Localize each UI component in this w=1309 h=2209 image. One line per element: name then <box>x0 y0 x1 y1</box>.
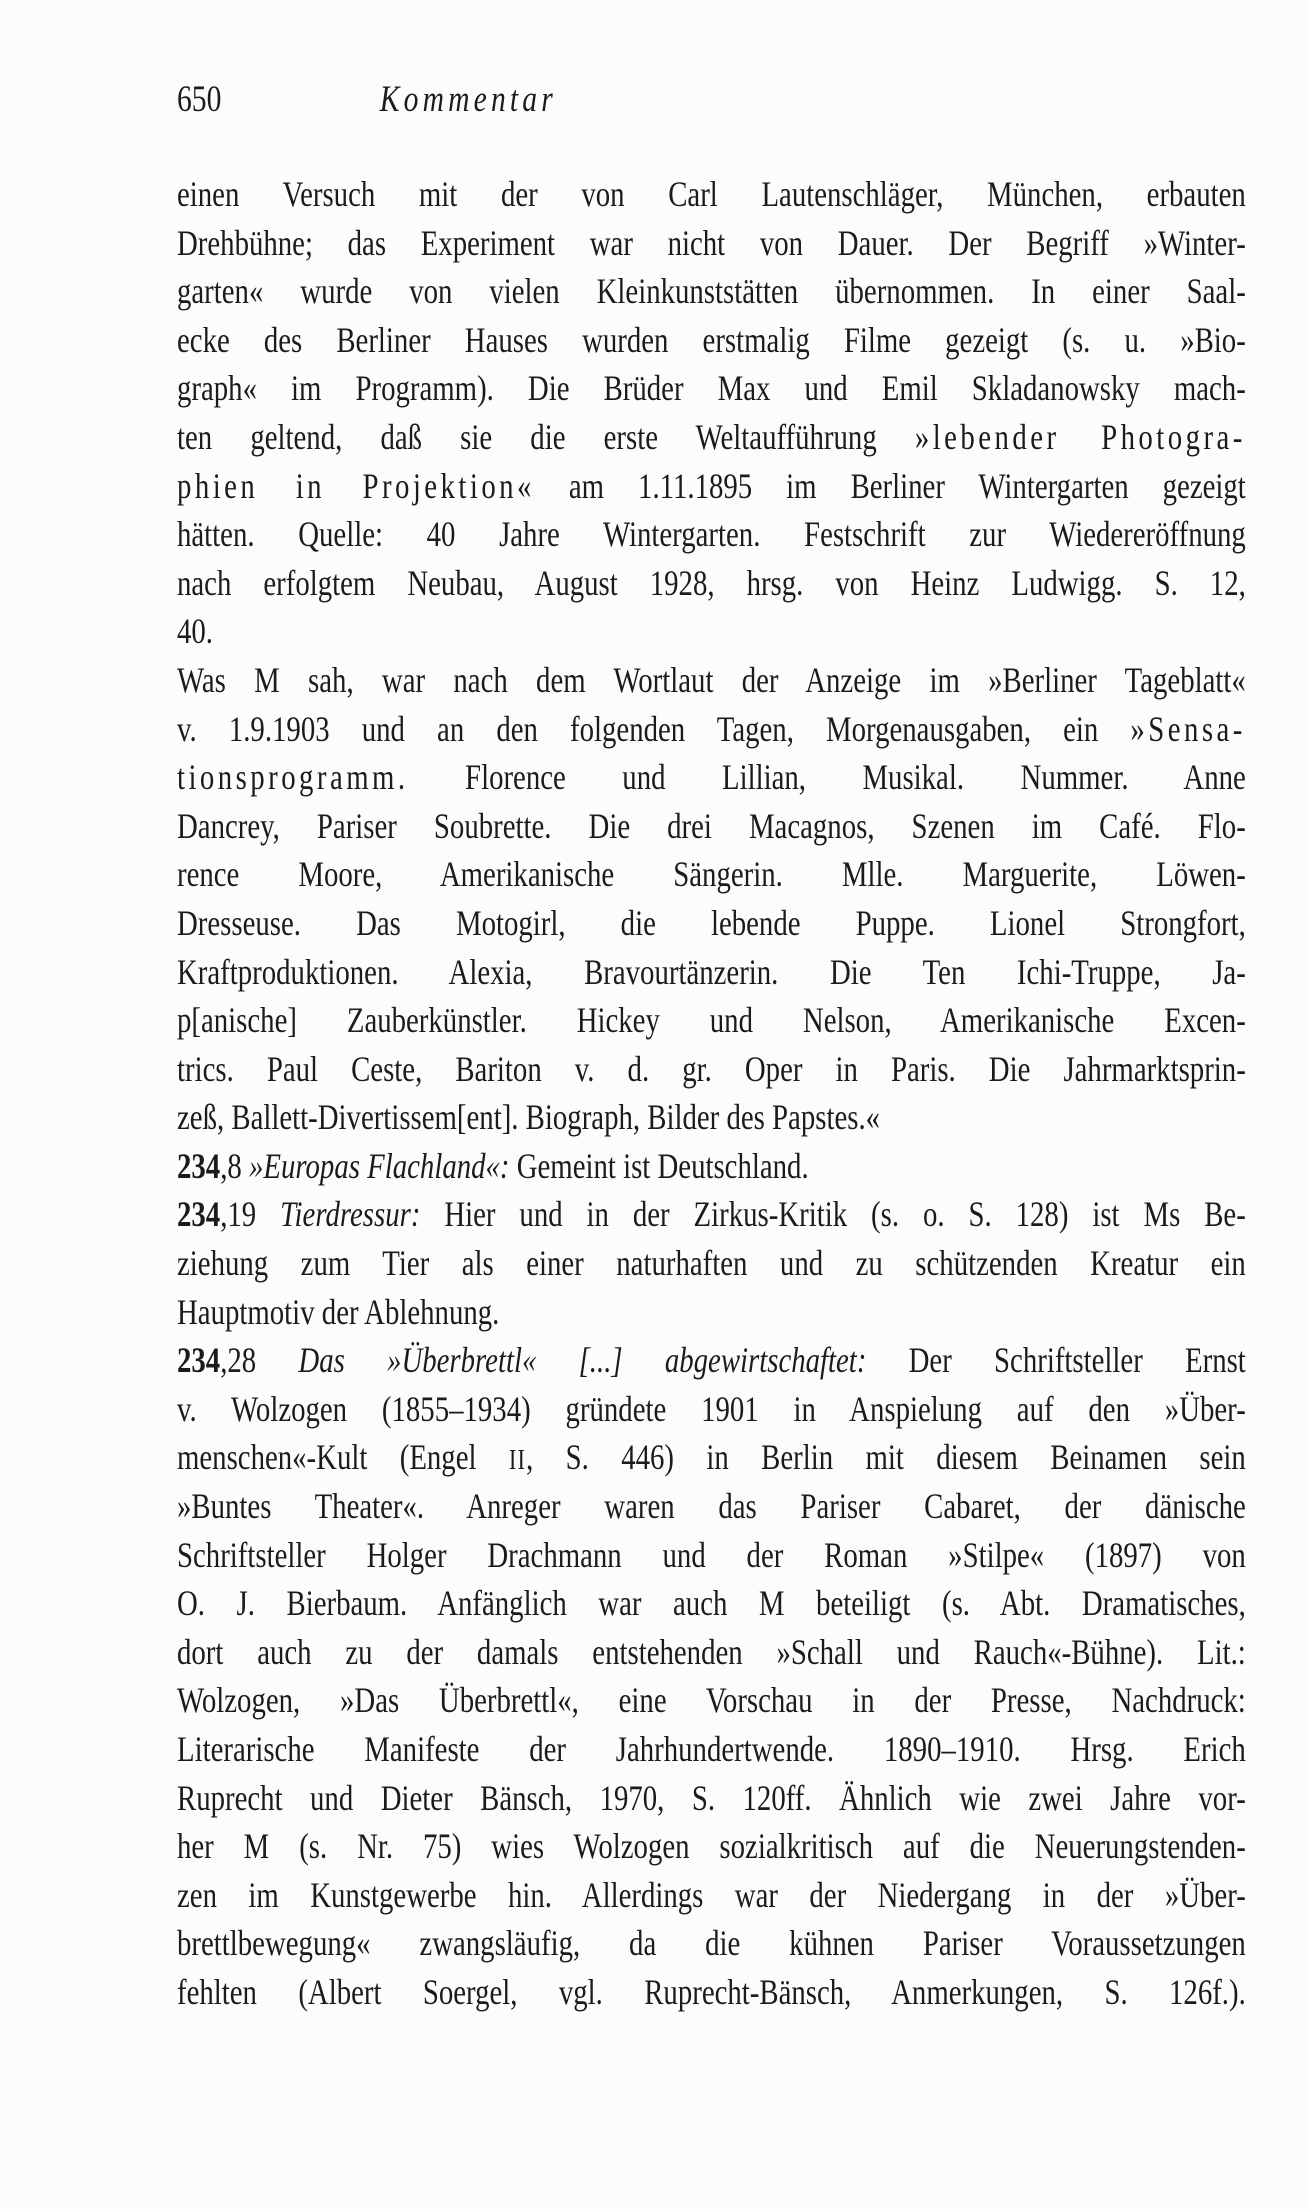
text-line <box>177 1725 1246 1774</box>
text-segment: nach erfolgtem Neubau, August 1928, hrsg. von Heinz Ludwigg. S. 12, <box>177 562 1246 603</box>
text-segment: Literarische Manifeste der Jahrhundertwende. 1890–1910. Hrsg. Erich <box>177 1729 1246 1769</box>
text-line <box>177 364 1246 413</box>
text-segment: Florence und Lillian, Musikal. Nummer. Anne <box>408 757 1246 798</box>
text-segment-bold: 234 <box>177 1340 221 1381</box>
text-segment-spaced: phien in Projektion« <box>177 465 535 506</box>
text-line <box>177 170 1246 219</box>
text-segment: Hier und in der Zirkus-Kritik (s. o. S. 128) ist Ms Be- <box>420 1194 1246 1235</box>
text-line <box>177 1968 1246 2017</box>
text-segment: graph« im Programm). Die Brüder Max und Emil Skladanowsky mach- <box>177 368 1246 409</box>
text-segment: ten geltend, daß sie die erste Weltaufführung <box>177 416 915 457</box>
text-line <box>177 1433 1246 1482</box>
text-line <box>177 1579 1246 1628</box>
text-line <box>177 1239 1246 1288</box>
text-segment: fehlten (Albert Soergel, vgl. Ruprecht-Bänsch, Anmerkungen, S. 126f.). <box>177 1971 1246 2012</box>
text-segment: Gemeint ist Deutschland. <box>509 1145 809 1186</box>
text-line <box>177 1045 1246 1094</box>
text-line <box>177 413 1246 462</box>
text-segment: v. Wolzogen (1855–1934) gründete 1901 in Anspielung auf den »Über- <box>177 1388 1246 1429</box>
text-segment: dort auch zu der damals entstehenden »Schall und Rauch«-Bühne). Lit.: <box>177 1631 1246 1672</box>
text-line <box>177 462 1246 511</box>
text-segment: Was M sah, war nach dem Wortlaut der Anzeige im »Berliner Tageblatt« <box>177 659 1246 700</box>
text-segment: Hauptmotiv der Ablehnung. <box>177 1291 500 1332</box>
text-segment: rence Moore, Amerikanische Sängerin. Mlle. Marguerite, Löwen- <box>177 854 1246 895</box>
text-line <box>177 559 1246 608</box>
text-segment: brettlbewegung« zwangsläufig, da die kühnen Pariser Voraussetzungen <box>177 1923 1246 1964</box>
text-line <box>177 753 1246 802</box>
text-line <box>177 948 1246 997</box>
text-segment: , S. 446) in Berlin mit diesem Beinamen sein <box>526 1437 1246 1478</box>
text-segment-spaced: »Sensa- <box>1130 708 1246 749</box>
text-line <box>177 705 1246 754</box>
text-segment-bold: 234 <box>177 1145 221 1186</box>
text-line <box>177 802 1246 851</box>
text-segment: her M (s. Nr. 75) wies Wolzogen sozialkritisch auf die Neuerungstenden- <box>177 1826 1246 1867</box>
text-line <box>177 1628 1246 1677</box>
text-line <box>177 1871 1246 1920</box>
text-line <box>177 1142 1246 1191</box>
text-segment: menschen«-Kult (Engel <box>177 1437 509 1478</box>
text-line <box>177 267 1246 316</box>
text-content <box>177 76 1246 2017</box>
text-segment-bold: 234 <box>177 1194 221 1235</box>
text-line <box>177 850 1246 899</box>
text-line <box>177 1482 1246 1531</box>
text-segment: Schriftsteller Holger Drachmann und der Roman »Stilpe« (1897) von <box>177 1534 1246 1575</box>
text-line <box>177 510 1246 559</box>
text-segment-italic: »Europas Flachland«: <box>249 1145 510 1186</box>
text-line <box>177 1385 1246 1434</box>
text-segment: Kraftproduktionen. Alexia, Bravourtänzerin. Die Ten Ichi-Truppe, Ja- <box>177 951 1246 992</box>
text-segment: ecke des Berliner Hauses wurden erstmalig Filme gezeigt (s. u. »Bio- <box>177 319 1246 360</box>
text-segment: Ruprecht und Dieter Bänsch, 1970, S. 120ff. Ähnlich wie zwei Jahre vor- <box>177 1777 1246 1818</box>
text-line <box>177 1093 1246 1142</box>
running-title: Kommentar <box>379 79 557 120</box>
text-line <box>177 1676 1246 1725</box>
text-segment: ,28 <box>220 1340 299 1381</box>
text-line <box>177 1822 1246 1871</box>
page-number: 650 <box>177 79 222 120</box>
commentary-text-block <box>177 170 1246 2017</box>
text-line <box>177 1919 1246 1968</box>
text-segment-italic: Das »Überbrettl« [...] abgewirtschaftet: <box>298 1340 867 1381</box>
text-segment: hätten. Quelle: 40 Jahre Wintergarten. Festschrift zur Wiedereröffnung <box>177 514 1246 555</box>
text-segment: Wolzogen, »Das Überbrettl«, eine Vorschau in der Presse, Nachdruck: <box>177 1680 1246 1721</box>
text-line <box>177 219 1246 268</box>
text-segment: ,8 <box>220 1145 249 1186</box>
text-segment-smallcaps: II <box>508 1445 527 1477</box>
text-line <box>177 316 1246 365</box>
text-line <box>177 1774 1246 1823</box>
text-segment-spaced: »lebender Photogra- <box>914 416 1246 457</box>
text-segment: am 1.11.1895 im Berliner Wintergarten gezeigt <box>534 465 1246 506</box>
text-line <box>177 1336 1246 1385</box>
text-segment: einen Versuch mit der von Carl Lautenschläger, München, erbauten <box>177 174 1246 214</box>
text-line <box>177 996 1246 1045</box>
text-line <box>177 607 1246 656</box>
text-segment: »Buntes Theater«. Anreger waren das Pariser Cabaret, der dänische <box>177 1486 1246 1527</box>
text-line <box>177 1531 1246 1580</box>
text-segment: Dresseuse. Das Motogirl, die lebende Puppe. Lionel Strongfort, <box>177 902 1246 943</box>
text-line <box>177 656 1246 705</box>
running-head <box>177 76 1246 124</box>
text-segment: trics. Paul Ceste, Bariton v. d. gr. Oper in Paris. Die Jahrmarktsprin- <box>177 1048 1246 1089</box>
text-segment: 40. <box>177 611 213 652</box>
text-line <box>177 899 1246 948</box>
text-segment: ziehung zum Tier als einer naturhaften und zu schützenden Kreatur ein <box>177 1243 1246 1284</box>
text-segment: garten« wurde von vielen Kleinkunststätten übernommen. In einer Saal- <box>177 271 1246 312</box>
text-segment-italic: Tierdressur: <box>280 1194 421 1235</box>
text-segment: zeß, Ballett-Divertissem[ent]. Biograph, Bilder des Papstes.« <box>177 1097 881 1138</box>
text-segment: Dancrey, Pariser Soubrette. Die drei Macagnos, Szenen im Café. Flo- <box>177 805 1246 846</box>
text-line <box>177 1288 1246 1337</box>
text-line <box>177 1190 1246 1239</box>
text-segment-spaced: tionsprogramm. <box>177 757 409 798</box>
text-segment: v. 1.9.1903 und an den folgenden Tagen, Morgenausgaben, ein <box>177 708 1131 749</box>
text-segment: ,19 <box>220 1194 281 1235</box>
text-segment: O. J. Bierbaum. Anfänglich war auch M beteiligt (s. Abt. Dramatisches, <box>177 1583 1246 1624</box>
text-segment: p[anische] Zauberkünstler. Hickey und Nelson, Amerikanische Excen- <box>177 1000 1246 1041</box>
text-segment: zen im Kunstgewerbe hin. Allerdings war der Niedergang in der »Über- <box>177 1874 1246 1915</box>
text-segment: Der Schriftsteller Ernst <box>866 1340 1246 1381</box>
text-segment: Drehbühne; das Experiment war nicht von Dauer. Der Begriff »Winter- <box>177 222 1246 263</box>
